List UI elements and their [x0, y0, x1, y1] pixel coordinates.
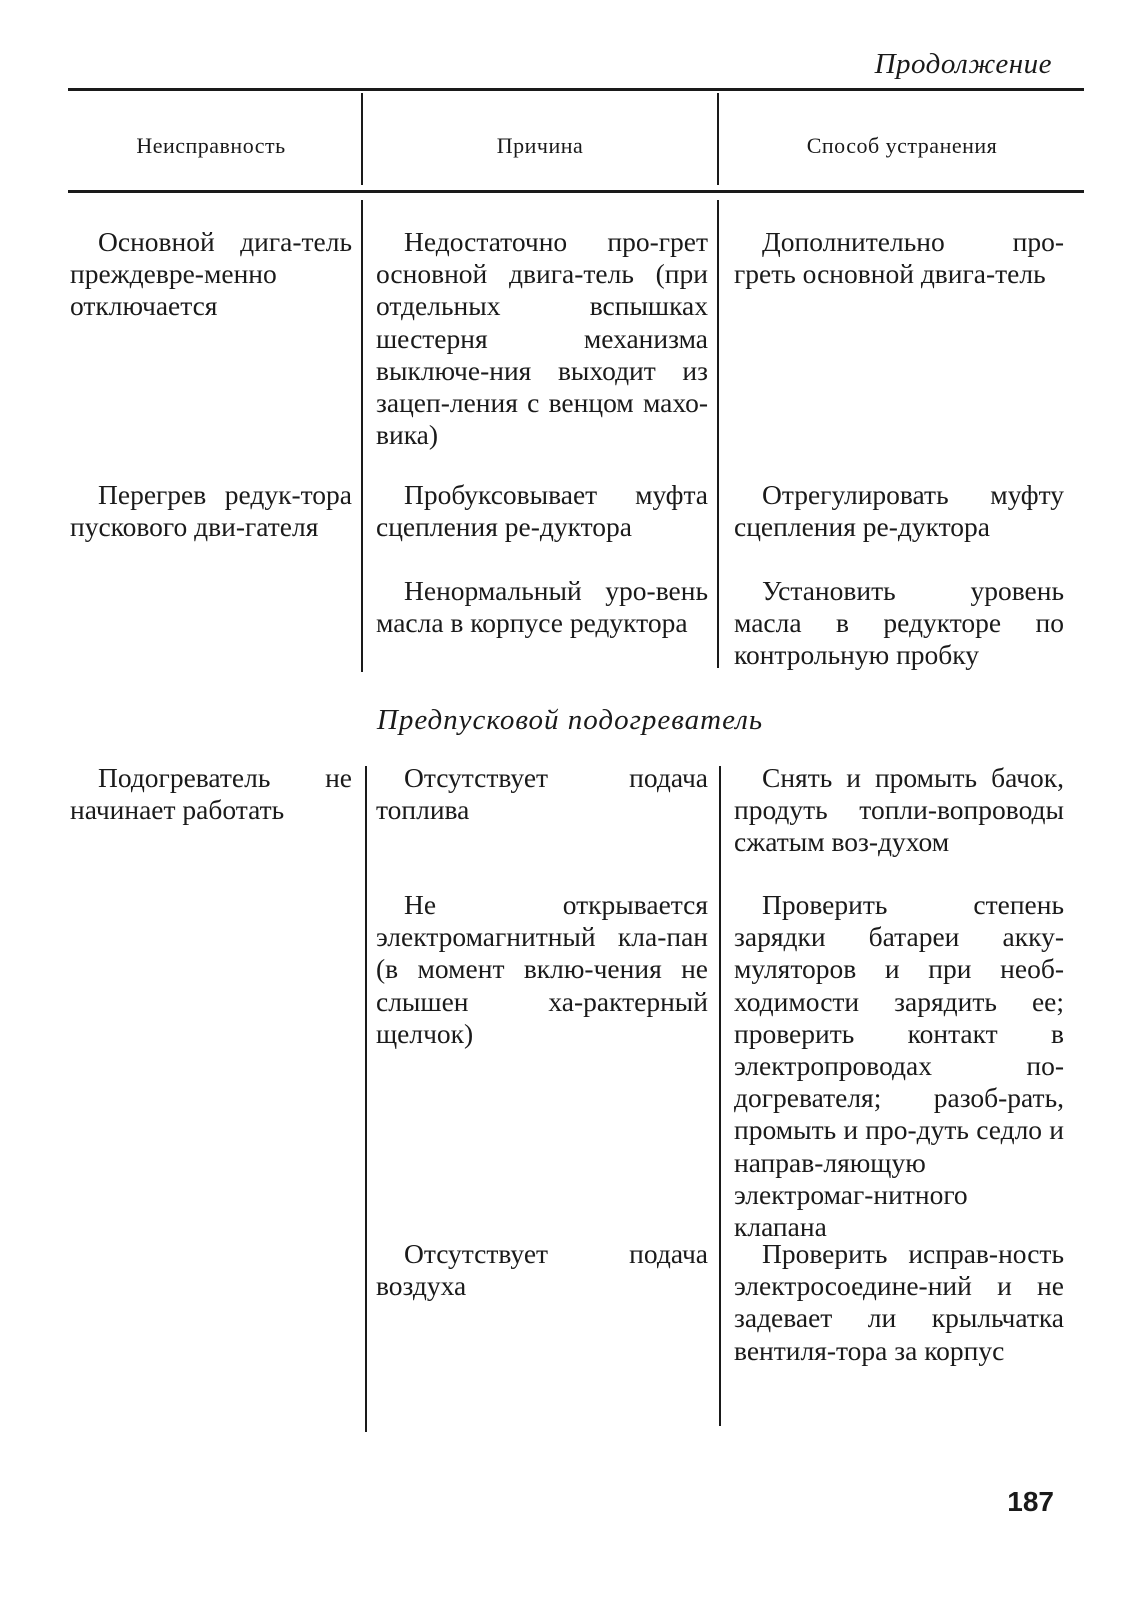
header-divider-1	[361, 93, 363, 185]
table2-row1-cause3: Отсутствует подача воздуха	[376, 1238, 708, 1302]
page-number: 187	[1007, 1486, 1054, 1517]
table2-row1-cause1: Отсутствует подача топлива	[376, 762, 708, 826]
header-cause: Причина	[496, 133, 584, 158]
table1-divider-1	[361, 200, 363, 672]
table1-row2-cause2: Ненормальный уро-вень масла в корпусе редуктора	[376, 575, 708, 639]
table1-row2-remedy2: Установить уровень масла в редукторе по контрольную пробку	[734, 575, 1064, 671]
table2-row1-remedy3: Проверить исправ-ность электросоедине-ний и не задевает ли крыльчатка вентиля-тора за корпус	[734, 1238, 1064, 1366]
header-divider-2	[717, 93, 719, 185]
table2-divider-2	[719, 766, 721, 1426]
table1-row2-remedy1: Отрегулировать муфту сцепления ре-дуктора	[734, 479, 1064, 543]
table1-row2-fault: Перегрев редук-тора пускового дви-гателя	[70, 479, 352, 543]
section-title: Предпусковой подогреватель	[376, 704, 764, 736]
header-fault: Неисправность	[136, 133, 286, 158]
table1-row1-remedy1: Дополнительно про-греть основной двига-тель	[734, 226, 1064, 290]
table1-row1-cause1: Недостаточно про-грет основной двига-тель (при отдельных вспышках шестерня механизма выключе-ния выходит из зацеп-ления с венцом махо-вика)	[376, 226, 708, 451]
table1-divider-2	[717, 200, 719, 668]
continued-label: Продолжение	[874, 48, 1052, 80]
table2-row1-cause2: Не открывается электромагнитный кла-пан (в момент вклю-чения не слышен ха-рактерный щелчок)	[376, 889, 708, 1049]
table2-row1-remedy2: Проверить степень зарядки батареи акку-муляторов и при необ-ходимости зарядить ее; проверить контакт в электропроводах по-догревателя; разоб-рать, промыть и про-дуть седло и направ-ляющую электромаг-нитного клапана	[734, 889, 1064, 1243]
header-bottom-rule	[68, 190, 1084, 193]
table-top-rule	[68, 88, 1084, 91]
table2-divider-1	[365, 766, 367, 1432]
table1-row2-cause1: Пробуксовывает муфта сцепления ре-дуктора	[376, 479, 708, 543]
table2-row1-remedy1: Снять и промыть бачок, продуть топли-вопроводы сжатым воз-духом	[734, 762, 1064, 858]
header-remedy: Способ устранения	[806, 133, 998, 158]
table1-row1-fault: Основной дига-тель преждевре-менно отключается	[70, 226, 352, 322]
table2-row1-fault: Подогреватель не начинает работать	[70, 762, 352, 826]
